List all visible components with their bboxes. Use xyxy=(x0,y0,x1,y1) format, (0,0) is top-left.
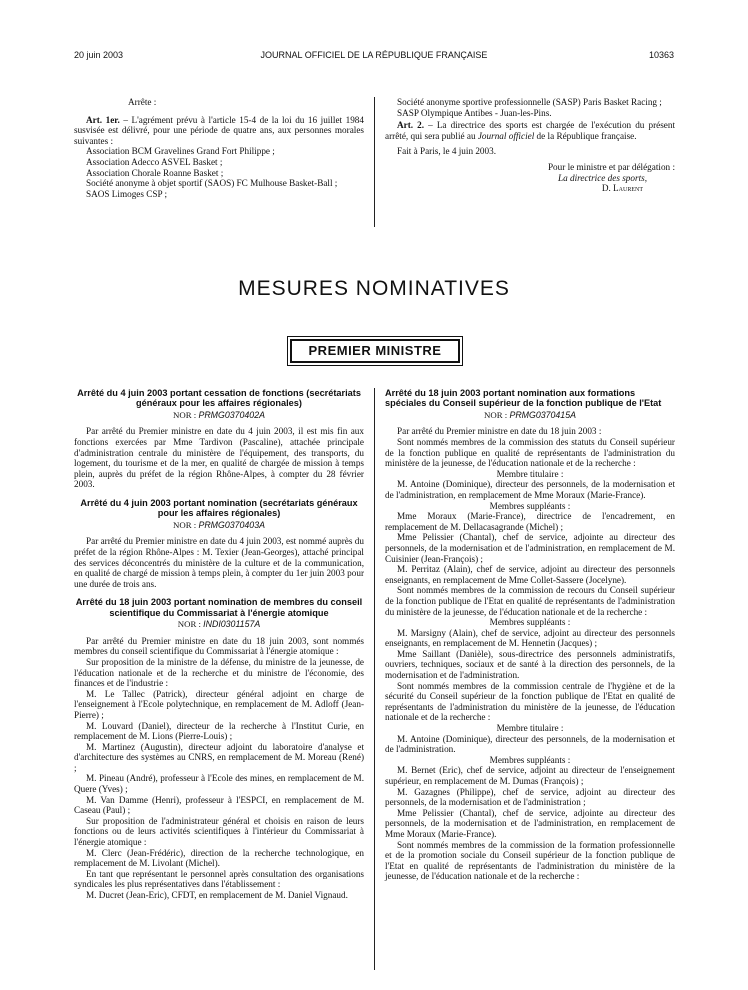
arrete-title: Arrêté du 4 juin 2003 portant nomination (secrétariats généraux pour les affaires régionales) xyxy=(80,497,358,519)
list-item: Société anonyme sportive professionnelle (SASP) Paris Basket Racing ; xyxy=(397,97,662,107)
list-item: Société anonyme à objet sportif (SAOS) FC Mulhouse Basket-Ball ; xyxy=(86,178,338,189)
paragraph: Par arrêté du Premier ministre en date du 18 juin 2003 : xyxy=(397,426,602,437)
paragraph: M. Clerc (Jean-Frédéric), direction de la recherche technologique, en remplacement de M. Livolant (Michel). xyxy=(74,847,364,869)
section-title: PREMIER MINISTRE xyxy=(290,339,460,363)
list-item: Association BCM Gravelines Grand Fort Philippe ; xyxy=(86,146,275,157)
top-left-column xyxy=(74,97,364,199)
nor-reference: NOR : PRMG0370403A xyxy=(173,519,265,530)
article-2-label: Art. 2. xyxy=(397,120,425,131)
header-date: 20 juin 2003 xyxy=(74,50,124,60)
paragraph: M. Van Damme (Henri), professeur à l'ESPCI, en remplacement de M. Caseau (Paul) ; xyxy=(74,794,364,816)
right-column xyxy=(385,388,675,882)
paragraph: Par arrêté du Premier ministre en date du 18 juin 2003, sont nommés membres du conseil scientifique du Commissariat à l'énergie atomique : xyxy=(74,635,364,657)
article-1-label: Art. 1er. xyxy=(86,114,120,125)
paragraph: M. Marsigny (Alain), chef de service, adjoint au directeur des personnels enseignants, en remplacement de M. Hennetin (Jacques) ; xyxy=(385,627,675,649)
paragraph: M. Ducret (Jean-Eric), CFDT, en remplacement de M. Daniel Vignaud. xyxy=(86,890,348,900)
paragraph: Sont nommés membres de la commission centrale de l'hygiène et de la sécurité du Conseil supérieur de la fonction publique de l'Etat en qualité de représentants de l'administration du ministère de la jeunesse, de l'éducation nationale et de la recherche : xyxy=(385,680,675,723)
arrete-title: Arrêté du 18 juin 2003 portant nomination de membres du conseil scientifique du Commissariat à l'énergie atomique xyxy=(75,597,363,618)
subheading: Membre titulaire : xyxy=(496,723,564,734)
paragraph: Mme Pelissier (Chantal), chef de service, adjointe au directeur des personnels, de la modernisation et de l'administration, en remplacement de Mme Moraux (Marie-France). xyxy=(385,807,675,839)
delegation-line: Pour le ministre et par délégation : xyxy=(547,161,675,172)
journal-officiel-ref: Journal officiel xyxy=(477,130,535,141)
paragraph: M. Pineau (André), professeur à l'Ecole des mines, en remplacement de M. Quere (Yves) ; xyxy=(74,773,364,795)
paragraph: Mme Pelissier (Chantal), chef de service, adjointe au directeur des personnels, de la modernisation et de l'administration, en remplacement de M. Cuisinier (Jean-François) ; xyxy=(385,532,675,564)
list-item: SAOS Limoges CSP ; xyxy=(86,188,168,199)
paragraph: Sont nommés membres de la commission de la formation professionnelle et de la promotion sociale du Conseil supérieur de la fonction publique de l'Etat en qualité de représentants de l'administration du ministère de la jeunesse, de l'éducation nationale et de la recherche : xyxy=(385,839,675,882)
subheading: Membres suppléants : xyxy=(489,500,571,511)
article-2 xyxy=(385,120,675,141)
arrete-title: Arrêté du 4 juin 2003 portant cessation de fonctions (secrétariats généraux pour les affaires régionales) xyxy=(77,388,361,409)
paragraph: M. Bernet (Eric), chef de service, adjoint au directeur de l'enseignement supérieur, en remplacement de M. Dumas (François) ; xyxy=(385,765,675,786)
paragraph: Sur proposition de l'administrateur général et choisis en raison de leurs fonctions ou de leurs activités scientifiques à l'intérieur du Commissariat à l'énergie atomique : xyxy=(74,815,364,848)
paragraph: Mme Moraux (Marie-France), directrice de l'encadrement, en remplacement de M. Dellacasagrande (Michel) ; xyxy=(385,511,675,532)
list-item: SASP Olympique Antibes - Juan-les-Pins. xyxy=(397,107,552,118)
nor-reference: NOR : PRMG0370415A xyxy=(484,409,576,420)
paragraph: Sont nommés membres de la commission de recours du Conseil supérieur de la fonction publique de l'Etat en qualité de représentants de l'administration du ministère de la jeunesse, de l'éducation nationale et de la recherche : xyxy=(385,585,675,617)
section-headline: MESURES NOMINATIVES xyxy=(238,277,510,300)
list-item: Association Chorale Roanne Basket ; xyxy=(86,167,224,178)
nor-code: PRMG0370415A xyxy=(509,409,576,420)
nor-code: PRMG0370402A xyxy=(198,409,265,420)
paragraph: M. Le Tallec (Patrick), directeur général adjoint en charge de l'enseignement à l'Ecole polytechnique, en remplacement de M. Adloff (Jean-Pierre) ; xyxy=(74,688,364,720)
article-1-text: – L'agrément prévu à l'article 15-4 de la loi du 16 juillet 1984 susvisée est délivré, pour une période de quatre ans, aux personnes morales suivantes : xyxy=(74,114,364,146)
paragraph: En tant que représentant le personnel après consultation des organisations syndicales les plus représentatives dans l'établissement : xyxy=(74,868,364,890)
section-box xyxy=(287,336,463,366)
signer-name: D. Laurent xyxy=(601,183,643,194)
paragraph: Sur proposition de la ministre de la défense, du ministre de la jeunesse, de l'éducation nationale et de la recherche et du ministre de l'économie, des finances et de l'industrie : xyxy=(74,656,364,689)
paragraph: M. Gazagnes (Philippe), chef de service, adjoint au directeur des personnels, de la modernisation et de l'administration ; xyxy=(385,786,675,808)
arrete-body: Par arrêté du Premier ministre en date du 4 juin 2003, est nommé auprès du préfet de la région Rhône-Alpes : M. Texier (Jean-Georges), attaché principal des services déconcentrés du ministère de la culture et de la communication, en qualité de chargé de mission à temps plein, à compter du 1er juin 2003 pour une durée de trois ans. xyxy=(74,536,364,589)
paragraph: M. Louvard (Daniel), directeur de la recherche à l'Institut Curie, en remplacement de M. Lions (Pierre-Louis) ; xyxy=(74,720,364,742)
list-item: Association Adecco ASVEL Basket ; xyxy=(86,156,223,167)
paragraph: Sont nommés membres de la commission des statuts du Conseil supérieur de la fonction publique en qualité de représentants de l'administration du ministère de la jeunesse, de l'éducation nationale et de la recherche : xyxy=(385,437,675,469)
nor-code: PRMG0370403A xyxy=(198,519,265,530)
page-number: 10363 xyxy=(648,50,674,60)
paragraph: Mme Saillant (Danièle), sous-directrice des personnels administratifs, ouvriers, techniques, sociaux et de santé à la direction des personnels, de la modernisation et de l'administration. xyxy=(385,648,675,681)
arrete-title: Arrêté du 18 juin 2003 portant nomination aux formations spéciales du Conseil supérieur de la fonction publique de l'Etat xyxy=(385,388,662,409)
left-column xyxy=(74,388,364,901)
subheading: Membres suppléants : xyxy=(489,754,571,765)
top-right-column xyxy=(385,97,675,194)
paragraph: M. Martinez (Augustin), directeur adjoint du laboratoire d'analyse et d'architecture des systèmes au CNRS, en remplacement de M. Moreau (René) ; xyxy=(74,741,364,773)
arrete-body: Par arrêté du Premier ministre en date du 4 juin 2003, il est mis fin aux fonctions exercées par Mme Tardivon (Pascaline), attachée principale d'administration centrale du ministère de l'équipement, des transports, du logement, du tourisme et de la mer, en qualité de chargée de mission à temps plein, auprès du préfet de la région Rhône-Alpes, à compter du 28 février 2003. xyxy=(74,426,364,490)
nor-reference: NOR : INDI0301157A xyxy=(177,619,261,630)
nor-code: INDI0301157A xyxy=(203,619,261,630)
column-divider xyxy=(374,388,375,970)
journal-title: JOURNAL OFFICIEL DE LA RÉPUBLIQUE FRANÇAISE xyxy=(260,50,488,60)
paragraph: M. Antoine (Dominique), directeur des personnels, de la modernisation et de l'administration. xyxy=(385,733,675,755)
subheading: Membres suppléants : xyxy=(489,617,571,628)
fait-a-paris: Fait à Paris, le 4 juin 2003. xyxy=(397,146,497,157)
arrete-label: Arrête : xyxy=(128,97,157,107)
article-1 xyxy=(74,115,364,147)
nor-reference: NOR : PRMG0370402A xyxy=(173,409,265,420)
paragraph: M. Perritaz (Alain), chef de service, adjoint au directeur des personnels enseignants, en remplacement de Mme Collet-Sassere (Jocelyne). xyxy=(385,564,675,585)
column-divider-top xyxy=(374,97,375,227)
paragraph: M. Antoine (Dominique), directeur des personnels, de la modernisation et de l'administration, en remplacement de Mme Moraux (Marie-France). xyxy=(385,479,675,500)
subheading: Membre titulaire : xyxy=(496,468,564,479)
article-2-text: – La directrice des sports est chargée de l'exécution du présent arrêté, qui sera publié au xyxy=(385,120,676,141)
article-2-text-end: de la République française. xyxy=(536,130,637,141)
page-header xyxy=(74,50,674,64)
signer-role: La directrice des sports, xyxy=(558,172,647,183)
